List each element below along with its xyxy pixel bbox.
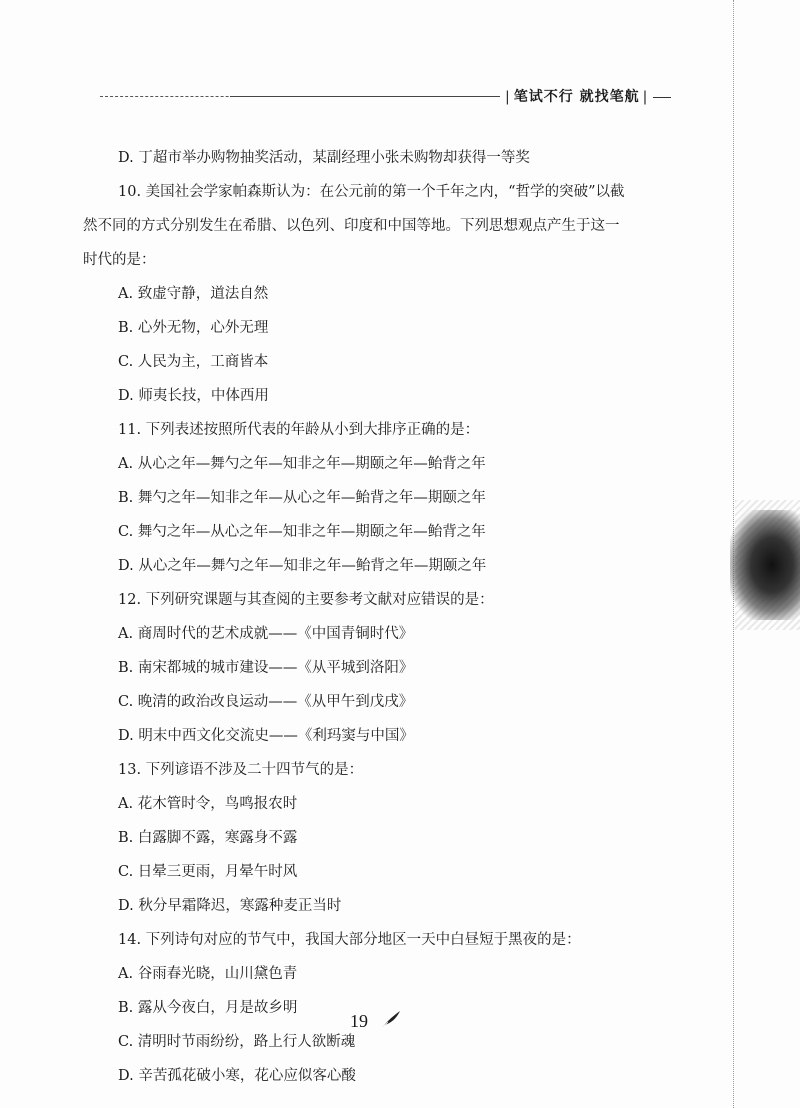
q12-option-c: C. 晚清的政治改良运动——《从甲午到戊戌》 — [118, 694, 414, 710]
page-number: 19 — [350, 1011, 368, 1031]
quill-pen-icon — [379, 1010, 401, 1030]
slogan-right-bar: | — [642, 89, 649, 105]
q10-option-c: C. 人民为主，工商皆本 — [118, 354, 269, 370]
q11-option-d: D. 从心之年—舞勺之年—知非之年—鲐背之年—期颐之年 — [118, 558, 487, 574]
q14-option-a: A. 谷雨春光晓，山川黛色青 — [118, 966, 298, 982]
q10-stem-line-3: 时代的是： — [83, 252, 156, 268]
q9-option-d: D. 丁超市举办购物抽奖活动，某副经理小张未购物却获得一等奖 — [118, 150, 530, 166]
q12-stem: 12. 下列研究课题与其查阅的主要参考文献对应错误的是： — [118, 592, 494, 608]
q12-option-b: B. 南宋都城的城市建设——《从平城到洛阳》 — [118, 660, 414, 676]
q13-option-d: D. 秋分早霜降迟，寒露种麦正当时 — [118, 898, 342, 914]
scan-artifact-blotch — [730, 510, 800, 620]
q13-option-b: B. 白露脚不露，寒露身不露 — [118, 830, 298, 846]
q11-option-a: A. 从心之年—舞勺之年—知非之年—期颐之年—鲐背之年 — [118, 456, 486, 472]
q14-stem: 14. 下列诗句对应的节气中，我国大部分地区一天中白昼短于黑夜的是： — [118, 932, 581, 948]
slogan-tail-rule — [653, 97, 671, 98]
slogan-text: 笔试不行 就找笔航 — [513, 89, 640, 105]
q14-option-d: D. 辛苦孤花破小寒，花心应似客心酸 — [118, 1068, 356, 1084]
q13-option-c: C. 日晕三更雨，月晕午时风 — [118, 864, 298, 880]
q10-option-d: D. 师夷长技，中体西用 — [118, 388, 269, 404]
q12-option-d: D. 明末中西文化交流史——《利玛窦与中国》 — [118, 728, 414, 744]
q14-option-b: B. 露从今夜白，月是故乡明 — [118, 1000, 298, 1016]
slogan-left-bar: | — [505, 89, 511, 105]
q13-option-a: A. 花木管时令，鸟鸣报农时 — [118, 796, 298, 812]
q11-option-c: C. 舞勺之年—从心之年—知非之年—期颐之年—鲐背之年 — [118, 524, 486, 540]
q10-option-b: B. 心外无物，心外无理 — [118, 320, 269, 336]
q11-option-b: B. 舞勺之年—知非之年—从心之年—鲐背之年—期颐之年 — [118, 490, 486, 506]
q10-option-a: A. 致虚守静，道法自然 — [118, 286, 269, 302]
q10-stem-line-2: 然不同的方式分别发生在希腊、以色列、印度和中国等地。下列思想观点产生于这一 — [83, 218, 620, 234]
q10-stem-line-1: 10. 美国社会学家帕森斯认为：在公元前的第一个千年之内，“哲学的突破”以截 — [118, 184, 625, 200]
q13-stem: 13. 下列谚语不涉及二十四节气的是： — [118, 762, 364, 778]
header-solid-rule — [230, 96, 500, 97]
q12-option-a: A. 商周时代的艺术成就——《中国青铜时代》 — [118, 626, 414, 642]
q11-stem: 11. 下列表述按照所代表的年龄从小到大排序正确的是： — [118, 422, 480, 438]
q14-option-c: C. 清明时节雨纷纷，路上行人欲断魂 — [118, 1034, 356, 1050]
header-slogan — [502, 86, 671, 106]
